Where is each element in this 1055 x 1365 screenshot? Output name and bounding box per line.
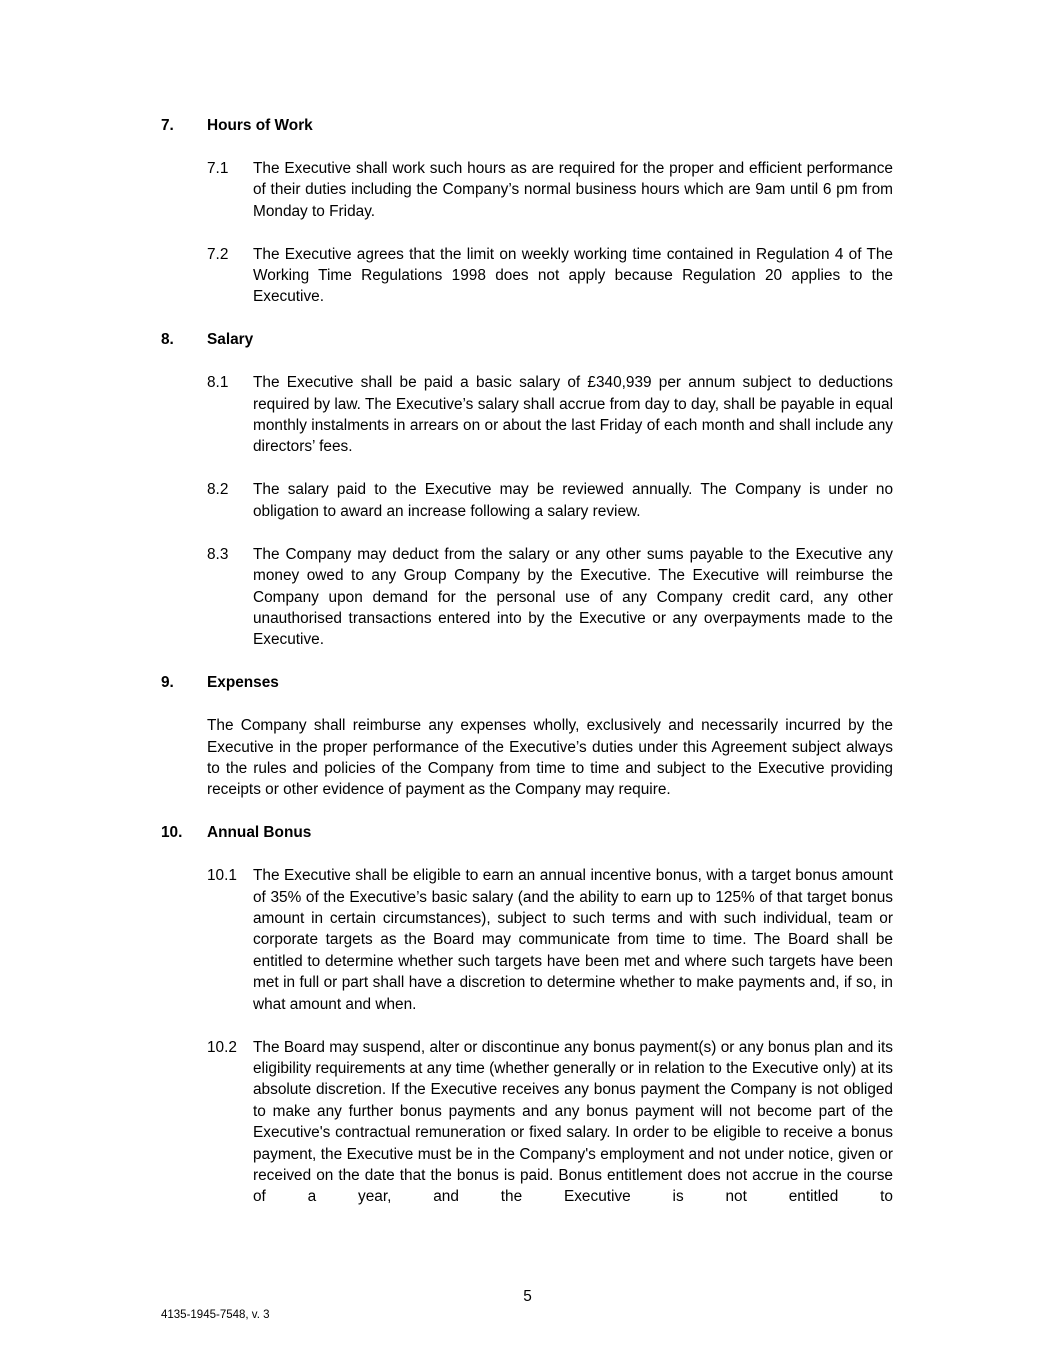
clause-10-2 [207, 1037, 893, 1208]
clause-text: The Board may suspend, alter or discontinue any bonus payment(s) or any bonus plan and its eligibility requirements at any time (whether generally or in relation to the Executive only) at its absolute discretion. If the Executive receives any bonus payment the Company is not obliged to make any further bonus payments and any bonus payment will not become part of the Executive's contractual remuneration or fixed salary. In order to be eligible to receive a bonus payment, the Executive must be in the Company's employment and not under notice, given or received on the date that the bonus is paid. Bonus entitlement does not accrue in the course of a year, and the Executive is not entitled to [253, 1038, 893, 1206]
clause-number: 7.2 [207, 245, 229, 263]
clause-10-1 [207, 865, 893, 1015]
clause-text: The Executive shall be paid a basic salary of £340,939 per annum subject to deductions required by law. The Executive’s salary shall accrue from day to day, shall be payable in equal monthly instalments in arrears on or about the last Friday of each month and shall include any directors’ fees. [253, 374, 893, 456]
page-number: 5 [523, 1288, 532, 1305]
clause-7-1 [207, 158, 893, 222]
section-hours-of-work [161, 115, 893, 308]
clause-number: 8.1 [207, 374, 229, 392]
section-number: 9. [161, 674, 174, 692]
section-expenses [161, 672, 893, 801]
clause-number: 8.3 [207, 545, 229, 563]
section-title: Expenses [207, 674, 279, 692]
clause-text: The Company may deduct from the salary or any other sums payable to the Executive any money owed to any Group Company by the Executive. The Executive will reimburse the Company upon demand for the personal use of any Company credit card, any other unauthorised transactions entered into by the Executive or any overpayments made to the Executive. [253, 545, 893, 649]
section-heading [161, 115, 893, 136]
section-heading [161, 822, 893, 843]
clause-text: The Executive agrees that the limit on weekly working time contained in Regulation 4 of The Working Time Regulations 1998 does not apply because Regulation 20 applies to the Executive. [253, 245, 893, 306]
clause-8-3 [207, 544, 893, 651]
section-paragraph: The Company shall reimburse any expenses wholly, exclusively and necessarily incurred by the Executive in the proper performance of the Executive’s duties under this Agreement subject always to the rules and policies of the Company from time to time and subject to the Executive providing receipts or other evidence of payment as the Company may require. [207, 717, 893, 799]
clause-number: 8.2 [207, 481, 229, 499]
section-salary [161, 329, 893, 650]
clause-8-1 [207, 372, 893, 458]
clause-8-2 [207, 479, 893, 522]
clause-number: 7.1 [207, 159, 229, 177]
section-number: 8. [161, 331, 174, 349]
document-reference: 4135-1945-7548, v. 3 [161, 1309, 270, 1321]
section-title: Hours of Work [207, 117, 313, 134]
section-title: Annual Bonus [207, 824, 312, 842]
clause-number: 10.2 [207, 1038, 237, 1056]
clause-text: The Executive shall work such hours as are required for the proper and efficient performance of their duties including the Company’s normal business hours which are 9am until 6 pm from Monday to Friday. [253, 159, 893, 220]
clause-text: The salary paid to the Executive may be reviewed annually. The Company is under no obligation to award an increase following a salary review. [253, 481, 893, 520]
section-annual-bonus [161, 822, 893, 1208]
clause-text: The Executive shall be eligible to earn an annual incentive bonus, with a target bonus amount of 35% of the Executive’s basic salary (and the ability to earn up to 125% of that target bonus amount in certain circumstances), subject to such terms and with such individual, team or corporate targets as the Board may communicate from time to time. The Board shall be entitled to determine whether such targets have been met and where such targets have been met in full or part shall have a discretion to determine whether to make payments and, if so, in what amount and when. [253, 867, 893, 1013]
clause-7-2 [207, 244, 893, 308]
document-body [161, 115, 893, 1229]
section-number: 7. [161, 117, 174, 134]
section-heading [161, 329, 893, 350]
section-title: Salary [207, 331, 254, 349]
section-heading [161, 672, 893, 693]
clause-number: 10.1 [207, 867, 237, 885]
section-number: 10. [161, 824, 183, 842]
